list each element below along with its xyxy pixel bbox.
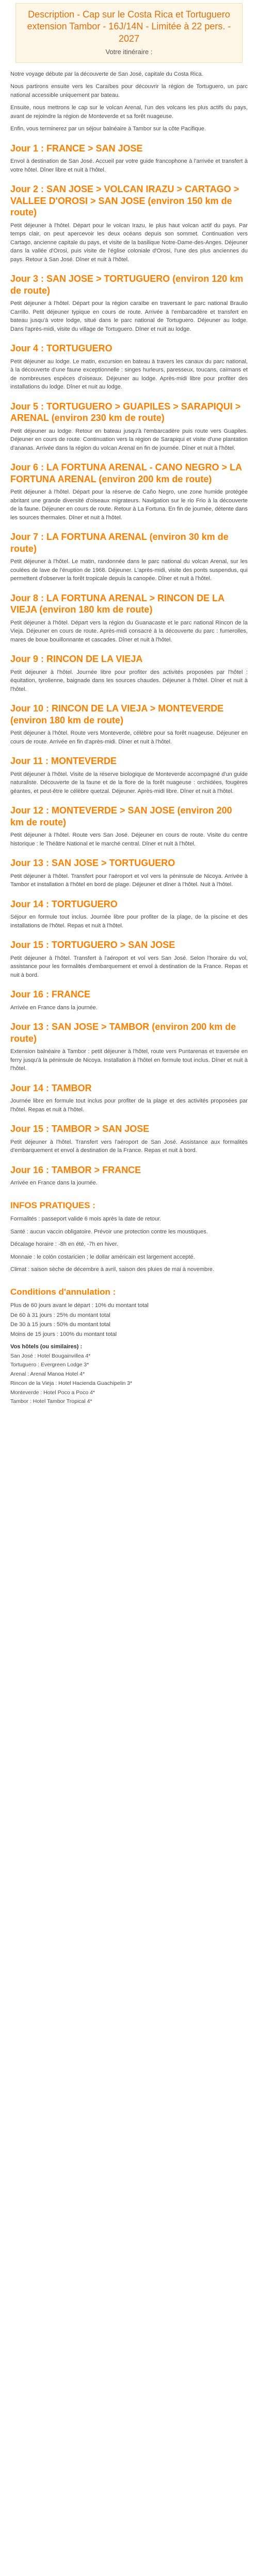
page-subtitle: Votre itinéraire : — [105, 48, 153, 56]
day-title — [10, 1021, 248, 1044]
header-box — [15, 3, 243, 63]
day-route-distance: (environ 30 km de route) — [10, 532, 229, 554]
day-text: Arrivée en France dans la journée. — [10, 1004, 98, 1011]
day-title-main: Jour 6 : LA FORTUNA ARENAL - CANO NEGRO > LA FORTUNA ARENAL — [10, 462, 242, 484]
day-text: Petit déjeuner à l'hôtel. Départ pour la région caraïbe en traversant le parc national Braulio Carrillo. Petit déjeuner typique en cours de route. Arrivée à l'embarcadère et transfert en bateau jusqu'à votre lodge, situé dans le parc national de Tortuguero. Déjeuner au lodge. Dans l'après-midi, visite du village de Tortuguero. Dîner et nuit au lodge. — [10, 300, 248, 332]
list-item: San José : Hotel Bougainvillea 4* — [10, 1352, 91, 1359]
hotels-list — [10, 1352, 248, 1406]
intro-paragraph: Ensuite, nous mettrons le cap sur le volcan Arenal, l'un des volcans les plus actifs du pays, avant de rejoindre la région de Monteverde et sa forêt nuageuse. — [10, 105, 248, 120]
day-title: Jour 1 : FRANCE > SAN JOSE — [10, 143, 143, 154]
conditions-title: Conditions d'annulation : — [10, 1286, 116, 1297]
day-title-main: Jour 12 : MONTEVERDE > SAN JOSE — [10, 805, 175, 816]
extension-day-16 — [10, 1164, 248, 1188]
day-title — [10, 805, 248, 828]
info-paragraph: Santé : aucun vaccin obligatoire. Prévoir une protection contre les moustiques. — [10, 1228, 208, 1235]
list-item: De 60 à 31 jours : 25% du montant total — [10, 1312, 110, 1318]
day-route-distance: (environ 150 km de route) — [10, 195, 232, 218]
conditions-list — [10, 1301, 248, 1338]
day-title-main: Jour 10 : RINCON DE LA VIEJA > MONTEVERDE — [10, 703, 224, 714]
day-15 — [10, 939, 248, 979]
list-item: Tortuguero : Evergreen Lodge 3* — [10, 1362, 89, 1368]
list-item: Arenal : Arenal Manoa Hotel 4* — [10, 1371, 85, 1378]
list-item: Rincon de la Vieja : Hotel Hacienda Guachipelin 3* — [10, 1380, 133, 1386]
hotels-title: Vos hôtels (ou similaires) : — [10, 1344, 83, 1350]
day-5 — [10, 401, 248, 453]
day-route-distance: (environ 120 km de route) — [10, 274, 244, 296]
day-2 — [10, 183, 248, 264]
day-10 — [10, 703, 248, 746]
day-title-main: Jour 13 : SAN JOSE > TAMBOR — [10, 1022, 150, 1032]
day-text: Journée libre en formule tout inclus pour profiter de la plage et des activités proposées par l'hôtel. Repas et nuit à l'hôtel. — [10, 1098, 248, 1113]
day-title-main: Jour 2 : SAN JOSE > VOLCAN IRAZU > CARTAGO > VALLEE D'OROSI > SAN JOSE — [10, 184, 239, 206]
practical-info — [10, 1199, 248, 1406]
day-9 — [10, 653, 248, 693]
day-text: Petit déjeuner à l'hôtel. Transfert vers l'aéroport de San José. Assistance aux formalités d'embarquement et envol à destination de la France. Repas et nuit à bord. — [10, 1139, 248, 1154]
day-title: Jour 9 : RINCON DE LA VIEJA — [10, 654, 143, 665]
day-title: Jour 11 : MONTEVERDE — [10, 756, 117, 767]
day-text: Petit déjeuner à l'hôtel. Route vers Monteverde, célèbre pour sa forêt nuageuse. Déjeuner en cours de route. Arrivée en fin d'après-midi. Dîner et nuit à l'hôtel. — [10, 730, 248, 745]
day-title-main: Jour 8 : LA FORTUNA ARENAL > RINCON DE LA VIEJA — [10, 592, 224, 615]
day-1 — [10, 143, 248, 175]
extension-day-15 — [10, 1123, 248, 1155]
day-3 — [10, 273, 248, 333]
day-text: Envol à destination de San José. Accueil par votre guide francophone à l'arrivée et transfert à votre hôtel. Dîner libre et nuit à l'hôtel. — [10, 158, 248, 173]
day-title: Jour 4 : TORTUGUERO — [10, 343, 112, 354]
day-12 — [10, 805, 248, 848]
list-item: Tambor : Hotel Tambor Tropical 4* — [10, 1398, 92, 1405]
info-paragraph: Monnaie : le colón costaricien ; le dollar américain est largement accepté. — [10, 1253, 195, 1260]
day-route-distance: (environ 200 km de route) — [99, 473, 212, 484]
day-route-distance: (environ 200 km de route) — [10, 805, 232, 827]
day-4 — [10, 343, 248, 392]
day-text: Petit déjeuner à l'hôtel. Départ vers la région du Guanacaste et le parc national Rincon de la Vieja. Déjeuner en cours de route. Après-midi consacré à la découverte du parc : fumerolles, mares de boue bouillonnante et cascades. Dîner et nuit à l'hôtel. — [10, 619, 248, 643]
list-item: Plus de 60 jours avant le départ : 10% du montant total — [10, 1302, 149, 1309]
day-11 — [10, 755, 248, 795]
day-text: Petit déjeuner à l'hôtel. Transfert à l'aéroport et vol vers San José. Selon l'horaire du vol, assistance pour les formalités d'embarquement et envol à destination de la France. Repas et nuit à bord. — [10, 955, 248, 978]
info-paragraph: Décalage horaire : -8h en été, -7h en hiver. — [10, 1241, 119, 1248]
day-route-distance: (environ 200 km de route) — [10, 1022, 236, 1044]
day-text: Petit déjeuner au lodge. Le matin, excursion en bateau à travers les canaux du parc national, à la découverte d'une faune exceptionnelle : singes hurleurs, paresseux, toucans, caïmans et de nombreuses espèces d'oiseaux. Déjeuner au lodge. Après-midi libre pour profiter des installations du lodge. Dîner et nuit au lodge. — [10, 358, 248, 391]
day-title-main: Jour 5 : TORTUGUERO > GUAPILES > SARAPIQUI > ARENAL — [10, 401, 241, 423]
extension-day-13 — [10, 1021, 248, 1073]
day-title — [10, 592, 248, 616]
day-title — [10, 531, 248, 554]
content — [0, 70, 258, 1406]
page — [0, 3, 258, 1427]
day-route-distance: (environ 180 km de route) — [10, 715, 124, 725]
page-title: Description - Cap sur le Costa Rica et Tortuguero extension Tambor - 16J/14N - Limitée à 22 pers. - 2027 — [27, 9, 231, 44]
day-title — [10, 273, 248, 296]
day-text: Petit déjeuner à l'hôtel. Départ pour le volcan Irazu, le plus haut volcan actif du pays. Par temps clair, on peut apercevoir les deux océans depuis son sommet. Continuation vers Cartago, ancienne capitale du pays, et visite de la basilique Notre-Dame-des-Anges. Déjeuner dans la vallée d'Orosi, puis visite de l'église coloniale d'Orosi, l'une des plus anciennes du pays. Retour à San José. Dîner et nuit à l'hôtel. — [10, 222, 248, 263]
day-route-distance: (environ 180 km de route) — [39, 604, 153, 615]
day-route-distance: (environ 230 km de route) — [51, 413, 165, 423]
info-paragraph: Formalités : passeport valide 6 mois après la date de retour. — [10, 1216, 162, 1223]
day-13 — [10, 857, 248, 889]
day-title: Jour 13 : SAN JOSE > TORTUGUERO — [10, 858, 175, 869]
day-text: Séjour en formule tout inclus. Journée libre pour profiter de la plage, de la piscine et des installations de l'hôtel. Repas et nuit à l'hôtel. — [10, 914, 248, 929]
day-8 — [10, 592, 248, 645]
day-text: Petit déjeuner au lodge. Retour en bateau jusqu'à l'embarcadère puis route vers Guapiles. Déjeuner en cours de route. Continuation vers la région de Sarapiqui et visite d'une plantation d'ananas. Arrivée dans la région du volcan Arenal en fin de journée. Dîner et nuit à l'hôtel. — [10, 428, 248, 451]
extension-day-14 — [10, 1082, 248, 1114]
day-title — [10, 462, 248, 485]
intro-paragraph: Notre voyage débute par la découverte de San José, capitale du Costa Rica. — [10, 71, 203, 77]
list-item: De 30 à 15 jours : 50% du montant total — [10, 1321, 110, 1328]
intro-paragraph: Enfin, vous terminerez par un séjour balnéaire à Tambor sur la côte Pacifique. — [10, 126, 206, 132]
day-title: Jour 15 : TAMBOR > SAN JOSE — [10, 1124, 150, 1134]
day-title — [10, 401, 248, 424]
intro-paragraph: Nous partirons ensuite vers les Caraïbes pour découvrir la région de Tortuguero, un parc national accessible uniquement par bateau. — [10, 83, 248, 98]
day-title: Jour 16 : TAMBOR > FRANCE — [10, 1164, 141, 1175]
day-text: Extension balnéaire à Tambor : petit déjeuner à l'hôtel, route vers Puntarenas et traversée en ferry jusqu'à la péninsule de Nicoya. Installation à l'hôtel en formule tout inclus. Dîner et nuit à l'hôtel. — [10, 1048, 248, 1072]
list-item: Monteverde : Hotel Poco a Poco 4* — [10, 1389, 95, 1396]
day-text: Petit déjeuner à l'hôtel. Transfert pour l'aéroport et vol vers la péninsule de Nicoya. Arrivée à Tambor et installation à l'hôtel en bord de plage. Déjeuner et dîner à l'hôtel. Nuit à l'hôtel. — [10, 873, 248, 888]
day-title: Jour 15 : TORTUGUERO > SAN JOSE — [10, 940, 175, 951]
day-text: Petit déjeuner à l'hôtel. Route vers San José. Déjeuner en cours de route. Visite du centre historique : le Théâtre National et le marché central. Dîner et nuit à l'hôtel. — [10, 832, 248, 847]
day-title-main: Jour 7 : LA FORTUNA ARENAL — [10, 532, 147, 543]
info-paragraph: Climat : saison sèche de décembre à avril, saison des pluies de mai à novembre. — [10, 1266, 214, 1273]
day-text: Arrivée en France dans la journée. — [10, 1180, 98, 1187]
day-title — [10, 703, 248, 726]
day-title: Jour 16 : FRANCE — [10, 989, 91, 1000]
day-text: Petit déjeuner à l'hôtel. Visite de la réserve biologique de Monteverde accompagné d'un guide naturaliste. Découverte de la faune et de la flore de la forêt nuageuse : orchidées, fougères géantes, et peut-être le célèbre quetzal. Déjeuner. Après-midi libre. Dîner et nuit à l'hôtel. — [10, 771, 248, 794]
intro-section — [10, 70, 248, 133]
day-14 — [10, 899, 248, 930]
day-title: Jour 14 : TORTUGUERO — [10, 899, 118, 909]
day-title — [10, 183, 248, 218]
day-6 — [10, 462, 248, 522]
list-item: Moins de 15 jours : 100% du montant total — [10, 1331, 117, 1337]
day-text: Petit déjeuner à l'hôtel. Journée libre pour profiter des activités proposées par l'hôtel : équitation, tyrolienne, baignade dans les sources chaudes. Déjeuner à l'hôtel. Dîner et nuit à l'hôtel. — [10, 669, 248, 692]
day-text: Petit déjeuner à l'hôtel. Le matin, randonnée dans le parc national du volcan Arenal, sur les coulées de lave de l'éruption de 1968. Déjeuner. L'après-midi, visite des ponts suspendus, qui permettent d'observer la forêt tropicale depuis la canopée. Dîner et nuit à l'hôtel. — [10, 558, 248, 582]
day-16 — [10, 989, 248, 1012]
day-title: Jour 14 : TAMBOR — [10, 1082, 92, 1093]
day-text: Petit déjeuner à l'hôtel. Départ pour la réserve de Caño Negro, une zone humide protégée abritant une grande diversité d'oiseaux migrateurs. Navigation sur le rio Frio à la découverte de la faune. Déjeuner en cours de route. Retour à La Fortuna. En fin de journée, détente dans les sources thermales. Dîner et nuit à l'hôtel. — [10, 489, 248, 521]
day-7 — [10, 531, 248, 583]
info-title: INFOS PRATIQUES : — [10, 1200, 95, 1210]
day-title-main: Jour 3 : SAN JOSE > TORTUGUERO — [10, 274, 170, 284]
